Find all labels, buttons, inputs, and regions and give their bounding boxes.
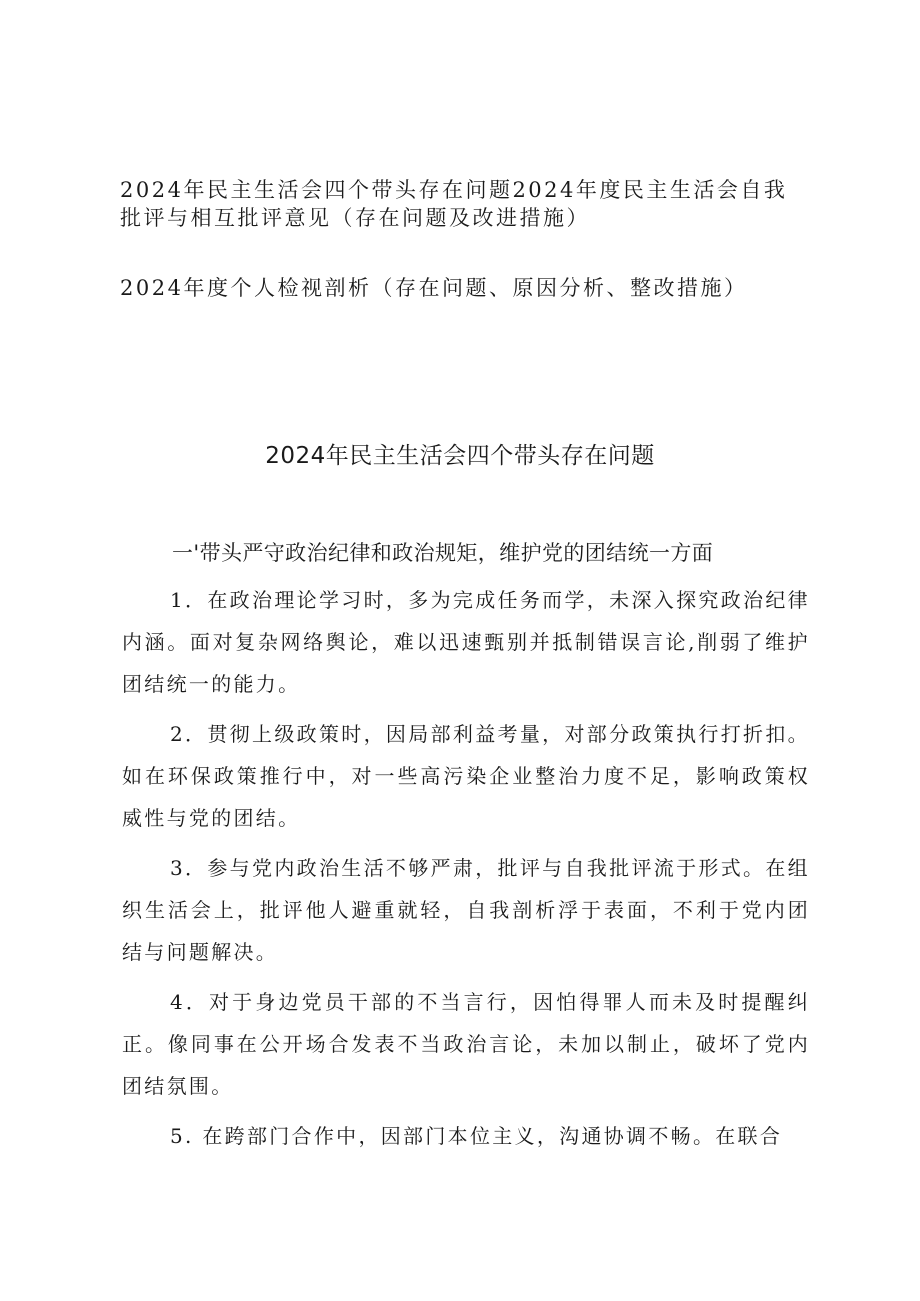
section-heading: 一'带头严守政治纪律和政治规矩，维护党的团结统一方面 [172,541,714,565]
list-item: 3．参与党内政治生活不够严肃，批评与自我批评流于形式。在组织生活会上，批评他人避重就轻，自我剖析浮于表面，不利于党内团结与问题解决。 [122,856,810,964]
header-titles [120,176,810,302]
list-item: 2．贯彻上级政策时，因局部利益考量，对部分政策执行打折扣。如在环保政策推行中，对一些高污染企业整治力度不足，影响政策权威性与党的团结。 [122,722,810,830]
item-list [122,579,810,1165]
list-item: 4．对于身边党员干部的不当言行，因怕得罪人而未及时提醒纠正。像同事在公开场合发表不当政治言论，未加以制止，破坏了党内团结氛围。 [122,990,810,1098]
header-title-line-2: 2024年度个人检视剖析（存在问题、原因分析、整改措施） [120,276,748,300]
document-title: 2024年民主生活会四个带头存在问题 [265,443,655,469]
list-item: 1．在政治理论学习时，多为完成任务而学，未深入探究政治纪律内涵。面对复杂网络舆论，难以迅速甄别并抵制错误言论,削弱了维护团结统一的能力。 [122,588,810,696]
header-title-line-1: 2024年民主生活会四个带头存在问题2024年度民主生活会自我批评与相互批评意见（存在问题及改进措施） [120,178,788,230]
list-item: 5. 在跨部门合作中，因部门本位主义，沟通协调不畅。在联合 [170,1124,783,1148]
